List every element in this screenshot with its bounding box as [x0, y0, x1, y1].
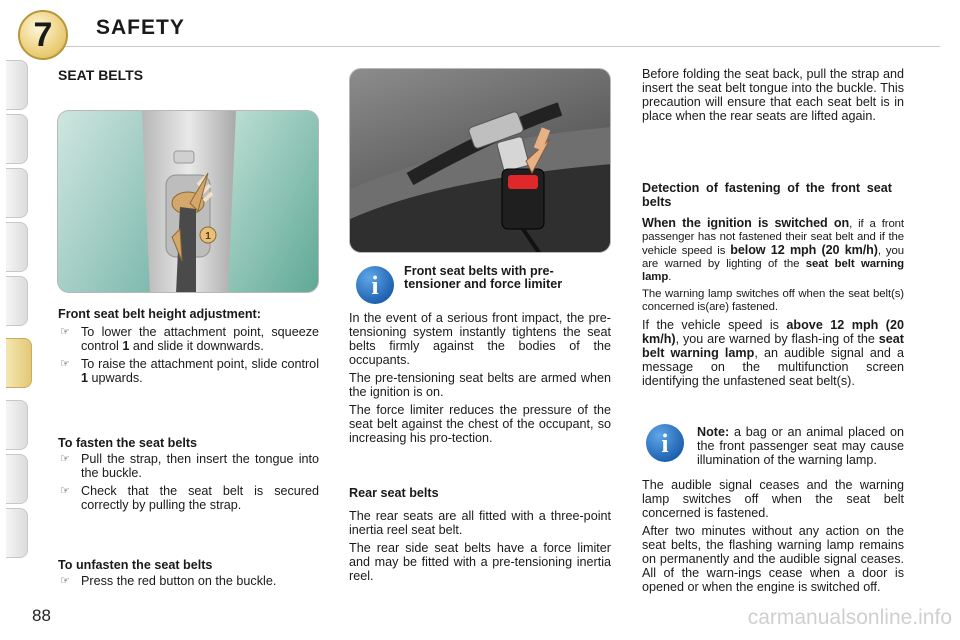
fasten-section [58, 436, 319, 516]
height-adjustment-title: Front seat belt height adjustment: [58, 307, 261, 321]
pointing-hand-icon: ☞ [60, 326, 70, 338]
chapter-tab-strip [0, 60, 30, 580]
paragraph: The audible signal ceases and the warning lamp switches off when the seat belt concerned is fastened. [642, 478, 904, 520]
paragraph: The force limiter reduces the pressure of the seat belt against the chest of the occupant, so increasing his pro-tection. [349, 403, 611, 445]
left-column-heading [58, 68, 320, 86]
rear-belts-section [349, 486, 611, 587]
svg-text:i: i [371, 271, 379, 300]
note-box [697, 425, 904, 471]
chapter-tab[interactable] [6, 276, 28, 326]
chapter-tab[interactable] [6, 400, 28, 450]
list-item: ☞ Press the red button on the buckle. [60, 574, 277, 588]
pillar-illustration [58, 111, 319, 293]
paragraph: When the ignition is switched on, if a front passenger has not fastened their seat belt and if the vehicle speed is below 12 mph (20 km/h), you are warned by lighting of the seat belt warning lamp. [642, 216, 904, 283]
header-rule [60, 16, 940, 47]
chapter-tab[interactable] [6, 168, 28, 218]
paragraph: If the vehicle speed is above 12 mph (20 km/h), you are warned by flash-ing of the seat belt warning lamp, an audible signal and a message on the multifunction screen identifying the unfastened seat belt(s). [642, 318, 905, 388]
watermark-text: carmanualsonline.info [747, 606, 952, 629]
chapter-number: 7 [33, 15, 53, 54]
paragraph: The rear seats are all fitted with a three-point inertia reel seat belt. [349, 509, 611, 537]
pointing-hand-icon: ☞ [60, 358, 70, 370]
paragraph: In the event of a serious front impact, the pre-tensioning system instantly tightens the seat belts firmly against the bodies of the occupants. [349, 311, 611, 367]
list-item: ☞ To raise the attachment point, slide control 1 upwards. [60, 357, 319, 385]
chapter-tab[interactable] [6, 60, 28, 110]
height-adjustment-section [58, 307, 319, 389]
paragraph: The pre-tensioning seat belts are armed when the ignition is on. [349, 371, 611, 399]
list-item: ☞ Check that the seat belt is secured correctly by pulling the strap. [60, 484, 319, 512]
pointing-hand-icon: ☞ [60, 575, 70, 587]
pointing-hand-icon: ☞ [60, 485, 70, 497]
chapter-tab[interactable] [6, 114, 28, 164]
list-item: ☞ To lower the attachment point, squeeze control 1 and slide it downwards. [60, 325, 319, 353]
warning-cease-section [642, 478, 904, 598]
pointing-hand-icon: ☞ [60, 453, 70, 465]
rear-belts-title: Rear seat belts [349, 486, 439, 500]
unfasten-section [58, 558, 323, 592]
detection-title: Detection of fastening of the front seat belts [642, 181, 892, 209]
chapter-title: SAFETY [96, 16, 185, 39]
info-icon [646, 424, 684, 462]
chapter-tab[interactable] [6, 454, 28, 504]
paragraph: The rear side seat belts have a force limiter and may be fitted with a pre-tensioning inertia reel. [349, 541, 611, 583]
note-paragraph: Note: a bag or an animal placed on the front passenger seat may cause illumination of the warning lamp. [697, 425, 904, 467]
pretensioner-title: Front seat belts with pre-tensioner and force limiter [404, 264, 563, 291]
chapter-number-badge [18, 10, 68, 60]
belt-height-illustration [57, 110, 319, 293]
paragraph: The warning lamp switches off when the seat belt(s) concerned is(are) fastened. [642, 288, 904, 313]
svg-text:i: i [661, 429, 669, 458]
chapter-tab[interactable] [6, 508, 28, 558]
page-number: 88 [32, 606, 51, 625]
paragraph: After two minutes without any action on the seat belts, the flashing warning lamp remains on permanently and the audible signal ceases. All of the warn-ings cease when a door is opened or when the engine is switched off. [642, 524, 904, 594]
info-icon [356, 266, 394, 304]
detection-section [642, 181, 904, 392]
fold-seat-paragraph [642, 67, 904, 127]
list-item: ☞ Pull the strap, then insert the tongue into the buckle. [60, 452, 319, 480]
chapter-tab-active[interactable] [6, 338, 32, 388]
seat-buckle-drawing [350, 69, 611, 253]
unfasten-title: To unfasten the seat belts [58, 558, 213, 572]
fasten-title: To fasten the seat belts [58, 436, 198, 450]
chapter-tab[interactable] [6, 222, 28, 272]
pretensioner-section [349, 311, 611, 449]
section-title: SEAT BELTS [58, 67, 144, 83]
callout-label: 1 [205, 231, 211, 242]
buckle-illustration [349, 68, 611, 253]
paragraph: Before folding the seat back, pull the strap and insert the seat belt tongue into the buckle. This precaution will ensure that each seat belt is in place when the rear seats are lifted again. [642, 67, 904, 123]
